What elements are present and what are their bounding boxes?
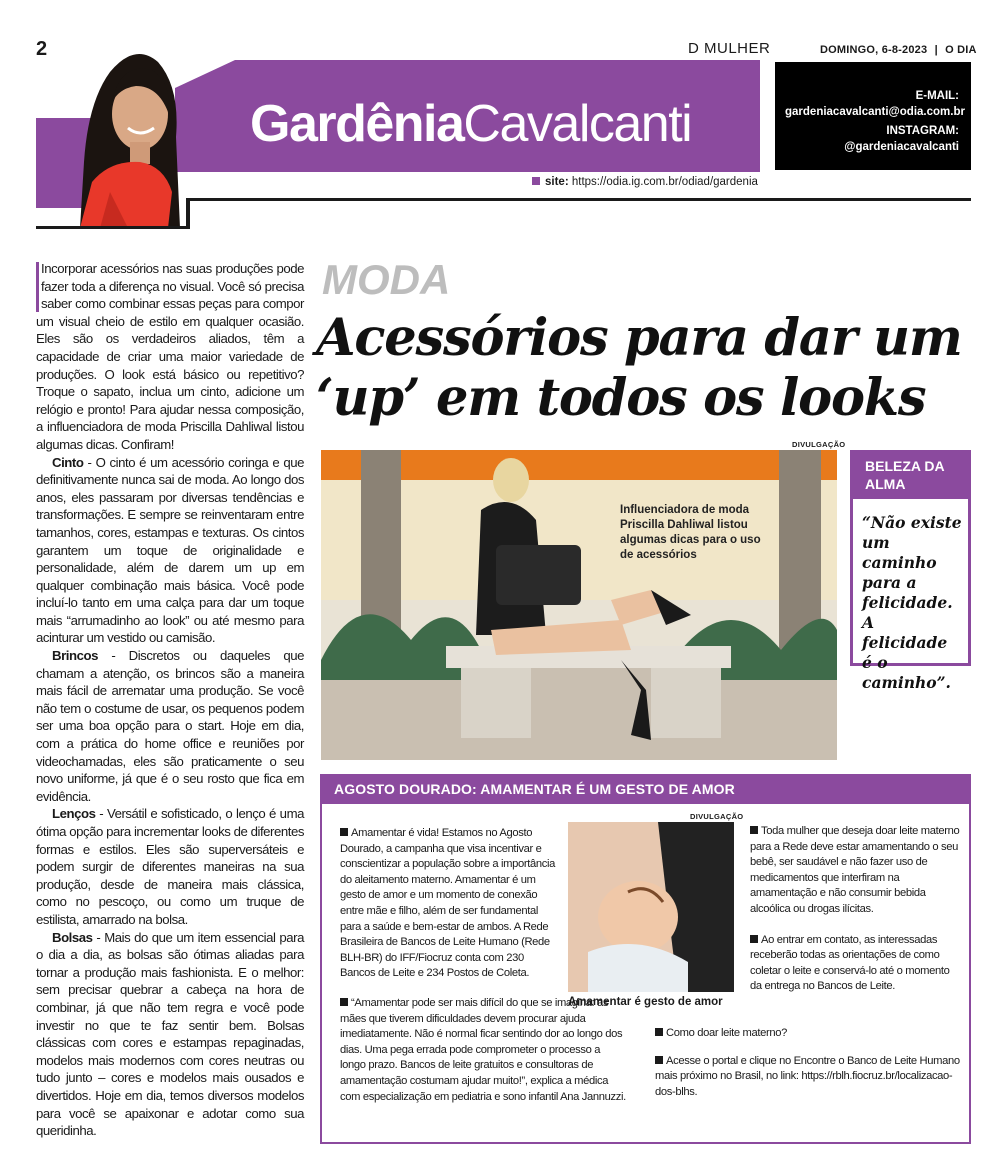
agosto-paragraph: Toda mulher que deseja doar leite materno para a Rede deve estar amamentando o seu bebê, ser saudável e não fazer uso de medicamentos que interfiram na amamentação e não consumir bebida alcoólica ou drogas ilícitas. bbox=[750, 825, 960, 915]
agosto-title: AGOSTO DOURADO: AMAMENTAR É UM GESTO DE AMOR bbox=[320, 774, 971, 804]
site-url[interactable]: https://odia.ig.com.br/odiad/gardenia bbox=[571, 176, 758, 188]
article-kicker: MODA bbox=[322, 256, 451, 303]
agosto-column-3b bbox=[655, 1026, 960, 1115]
columnist-name bbox=[250, 94, 691, 154]
agosto-paragraph: Amamentar é vida! Estamos no Agosto Dourado, a campanha que visa incentivar e conscientizar a população sobre a importância do aleitamento materno. Amamentar é um gesto de amor e um momento de conexão entre mãe e filho, além de ser fundamental para a saúde e bem-estar de ambos. A Rede Brasileira de Bancos de Leite Humano (Rede BLH-BR) do IFF/Fiocruz conta com 230 Bancos de Leite e 234 Postos de Coleta. bbox=[340, 827, 555, 980]
email-address[interactable]: gardeniacavalcanti@odia.com.br bbox=[785, 106, 965, 118]
agosto-paragraph: Ao entrar em contato, as interessadas receberão todas as orientações de como coletar o leite e conservá-lo até o momento da entrega no Bancos de Leite. bbox=[750, 933, 950, 993]
tip-title: Cinto bbox=[52, 454, 84, 470]
tip-paragraph: Cinto - O cinto é um acessório coringa e que definitivamente nunca sai de moda. Ao longo dos anos, eles passaram por diversas tendências e transformações. E sempre se reinventaram entre tamanhos, cores, estampas e texturas. Os cintos garantem um toque de originalidade e personalidade, além de darem um up em qualquer combinação mais básica. Você pode incluí-lo tanto em uma calça para dar um toque mais “arrumadinho ao look” ou até mesmo para acinturar um vestido ou camisão. bbox=[36, 454, 304, 646]
page-number: 2 bbox=[36, 38, 48, 60]
main-photo bbox=[321, 450, 837, 760]
quote-text: “Não existe um caminho para a felicidade. A felicidade é o caminho”. bbox=[862, 513, 962, 692]
site-label: site: bbox=[545, 176, 569, 188]
instagram-handle[interactable]: @gardeniacavalcanti bbox=[844, 141, 959, 153]
tip-title: Lenços bbox=[52, 806, 96, 822]
photo-caption: Influenciadora de moda Priscilla Dahliwal listou algumas dicas para o uso de acessórios bbox=[620, 504, 761, 561]
columnist-portrait bbox=[40, 42, 190, 228]
section-name: D MULHER bbox=[688, 40, 771, 57]
article-headline: Acessórios para dar um ‘up’ em todos os looks bbox=[316, 308, 962, 428]
tip-title: Bolsas bbox=[52, 929, 93, 945]
agosto-column-1 bbox=[340, 826, 557, 997]
intro-accent-bar bbox=[36, 262, 39, 312]
article-intro: Incorporar acessórios nas suas produções pode fazer toda a diferença no visual. Você só precisa saber como combinar essas peças para compor um visual cheio de estilo em qualquer ocasião. Eles são os verdadeiros aliados, têm a capacidade de criar uma maior variedade de produções. O look está básico ou repetitivo? Troque o sapato, inclua um cinto, adicione um relógio e pronto! Para ajudar nessa composição, a influenciadora de moda Priscilla Dahliwal listou algumas dicas. Confiram! bbox=[36, 261, 304, 452]
square-bullet-icon bbox=[750, 935, 758, 943]
quote-box-title: BELEZA DA ALMA bbox=[853, 453, 968, 499]
columnist-last-name: Cavalcanti bbox=[463, 95, 692, 153]
tip-paragraph: Brincos - Discretos ou daqueles que chamam a atenção, os brincos são a maneira mais fácil de arrematar uma produção. Se você não tem o costume de usar, os pequenos podem ser uma boa opção para o start. Hoje em dia, com a prática do home office e reuniões por videochamadas, eles são praticamente o seu novo uniforme, já que é o seu rosto que fica em evidência. bbox=[36, 648, 304, 804]
header-rule-left bbox=[36, 226, 190, 229]
newspaper-name: O DIA bbox=[945, 44, 977, 56]
square-bullet-icon bbox=[340, 998, 348, 1006]
agosto-photo-caption: Amamentar é gesto de amor bbox=[568, 996, 723, 1008]
date-separator: | bbox=[934, 44, 938, 56]
tip-title: Brincos bbox=[52, 648, 98, 664]
square-bullet-icon bbox=[655, 1056, 663, 1064]
site-line bbox=[532, 176, 758, 188]
header-rule-step bbox=[186, 198, 190, 229]
agosto-paragraph: Como doar leite materno? bbox=[655, 1026, 960, 1042]
agosto-paragraph: “Amamentar pode ser mais difícil do que se imagina: as mães que tiverem dificuldades devem procurar ajuda imediatamente. Não é normal ficar sentindo dor ao longo dos dias. Uma pega errada pode comprometer o processo a longo prazo. Bancos de leite gratuitos e consultoras de amamentação costumam ajudar muito!”, explica a médica com especialização em pediatria e sono infantil Ana Jannuzzi. bbox=[340, 997, 626, 1103]
columnist-first-name: Gardênia bbox=[250, 95, 464, 153]
dateline bbox=[820, 44, 977, 56]
square-bullet-icon bbox=[655, 1028, 663, 1036]
quote-box bbox=[850, 450, 971, 692]
header-rule bbox=[190, 198, 971, 201]
tip-paragraph: Lenços - Versátil e sofisticado, o lenço é uma ótima opção para incrementar looks de diferentes formas e estilos. Eles são superversáteis e podem surgir de diferentes maneiras na sua produção, desde de maneira mais clássica, como no pescoço, ou como um truque de estilista, amarrado na bolsa. bbox=[36, 806, 304, 927]
contact-box bbox=[775, 62, 971, 170]
instagram-label: INSTAGRAM: bbox=[886, 125, 959, 137]
agosto-photo bbox=[568, 822, 734, 992]
square-bullet-icon bbox=[750, 826, 758, 834]
square-bullet-icon bbox=[340, 828, 348, 836]
date: DOMINGO, 6-8-2023 bbox=[820, 44, 928, 56]
agosto-column-3 bbox=[750, 824, 960, 1010]
agosto-paragraph: Acesse o portal e clique no Encontre o Banco de Leite Humano mais próximo no Brasil, no link: https://rblh.fiocruz.br/localizacao-dos-blhs. bbox=[655, 1054, 960, 1098]
agosto-photo-credit: DIVULGAÇÃO bbox=[690, 812, 744, 821]
tip-paragraph: Bolsas - Mais do que um item essencial para o dia a dia, as bolsas são ótimas aliadas para tornar a produção mais fashionista. E o melhor: sem precisar quebrar a cabeça na hora de combinar, já que não tem regra e você pode investir no que te faz sentir bem. Bolsas clássicas com cores e estampas repaginadas, modelos mais modernos com cores neutras ou tudo junto – cores e modelos mais ousados e divertidos. Hoje em dia, temos diversos modelos para você se apaixonar e adotar como sua queridinha. bbox=[36, 929, 304, 1139]
article-body bbox=[36, 260, 304, 1140]
square-bullet-icon bbox=[532, 177, 540, 185]
email-label: E-MAIL: bbox=[915, 90, 959, 102]
agosto-column-1b bbox=[340, 996, 640, 1120]
photo-credit: DIVULGAÇÃO bbox=[792, 440, 846, 449]
